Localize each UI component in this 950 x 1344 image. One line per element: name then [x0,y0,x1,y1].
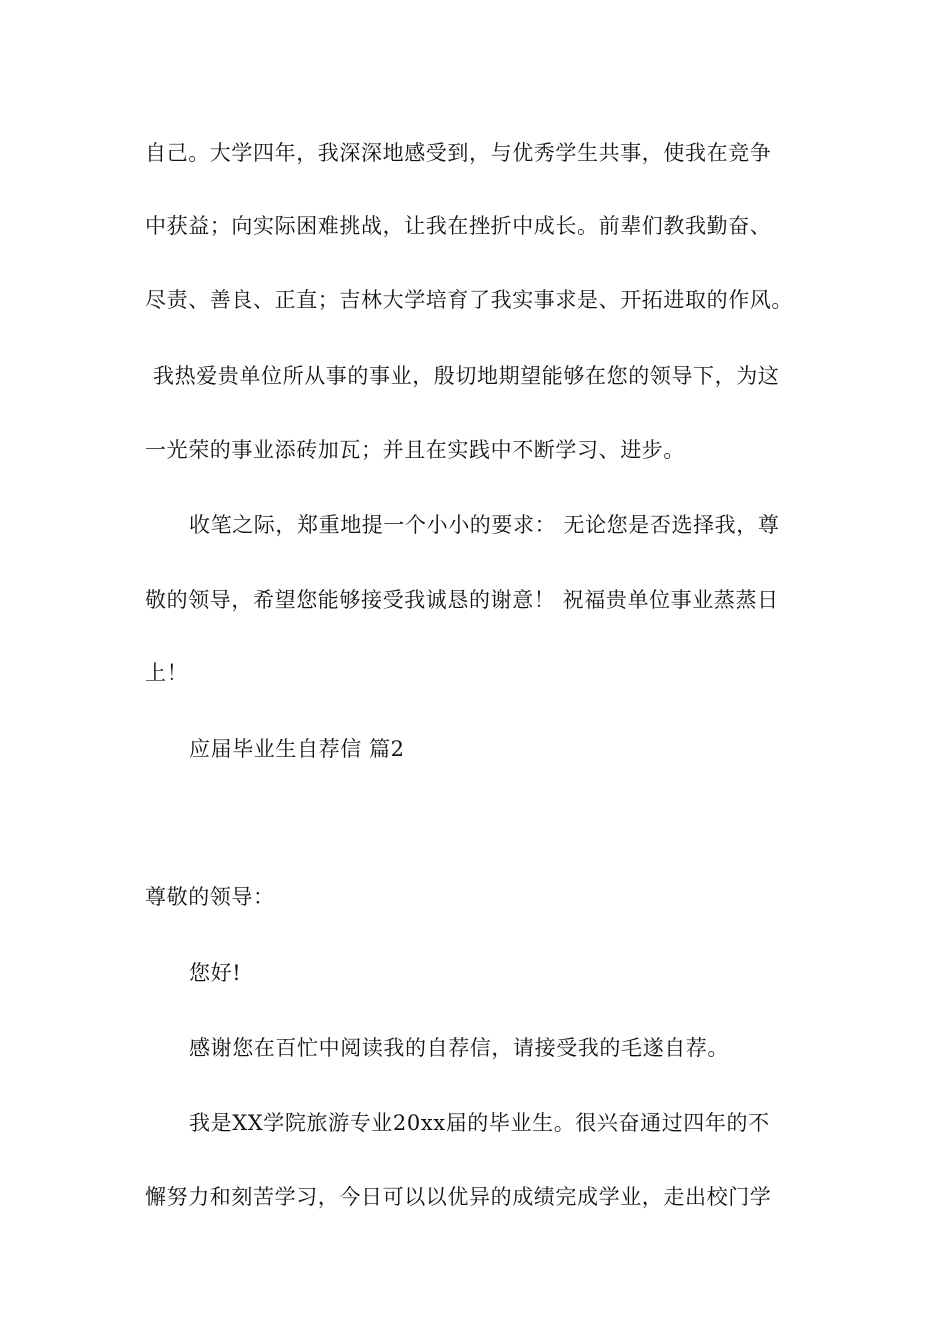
text-line: 敬的领导，希望您能够接受我诚恳的谢意！ 祝福贵单位事业蒸蒸日 [145,588,779,612]
text-line: 中获益；向实际困难挑战，让我在挫折中成长。前辈们教我勤奋、 [145,214,772,238]
text-line: 懈努力和刻苦学习，今日可以以优异的成绩完成学业，走出校门学 [145,1185,772,1209]
text-line: 我热爱贵单位所从事的事业，殷切地期望能够在您的领导下，为这 [153,364,780,388]
salutation: 尊敬的领导： [145,885,275,909]
text-line: 自己。大学四年，我深深地感受到，与优秀学生共事，使我在竞争 [145,141,772,165]
paragraph-line: 感谢您在百忙中阅读我的自荐信，请接受我的毛遂自荐。 [189,1036,729,1060]
paragraph-line: 收笔之际，郑重地提一个小小的要求： 无论您是否选择我，尊 [189,513,780,537]
text-line: 一光荣的事业添砖加瓦；并且在实践中不断学习、进步。 [145,438,685,462]
paragraph-line: 我是XX学院旅游专业20xx届的毕业生。很兴奋通过四年的不 [189,1111,770,1135]
text-line: 上！ [145,661,189,685]
greeting: 您好! [189,961,242,985]
section-heading: 应届毕业生自荐信 篇2 [189,737,405,761]
text-line: 尽责、善良、正直；吉林大学培育了我实事求是、开拓进取的作风。 [145,288,793,312]
